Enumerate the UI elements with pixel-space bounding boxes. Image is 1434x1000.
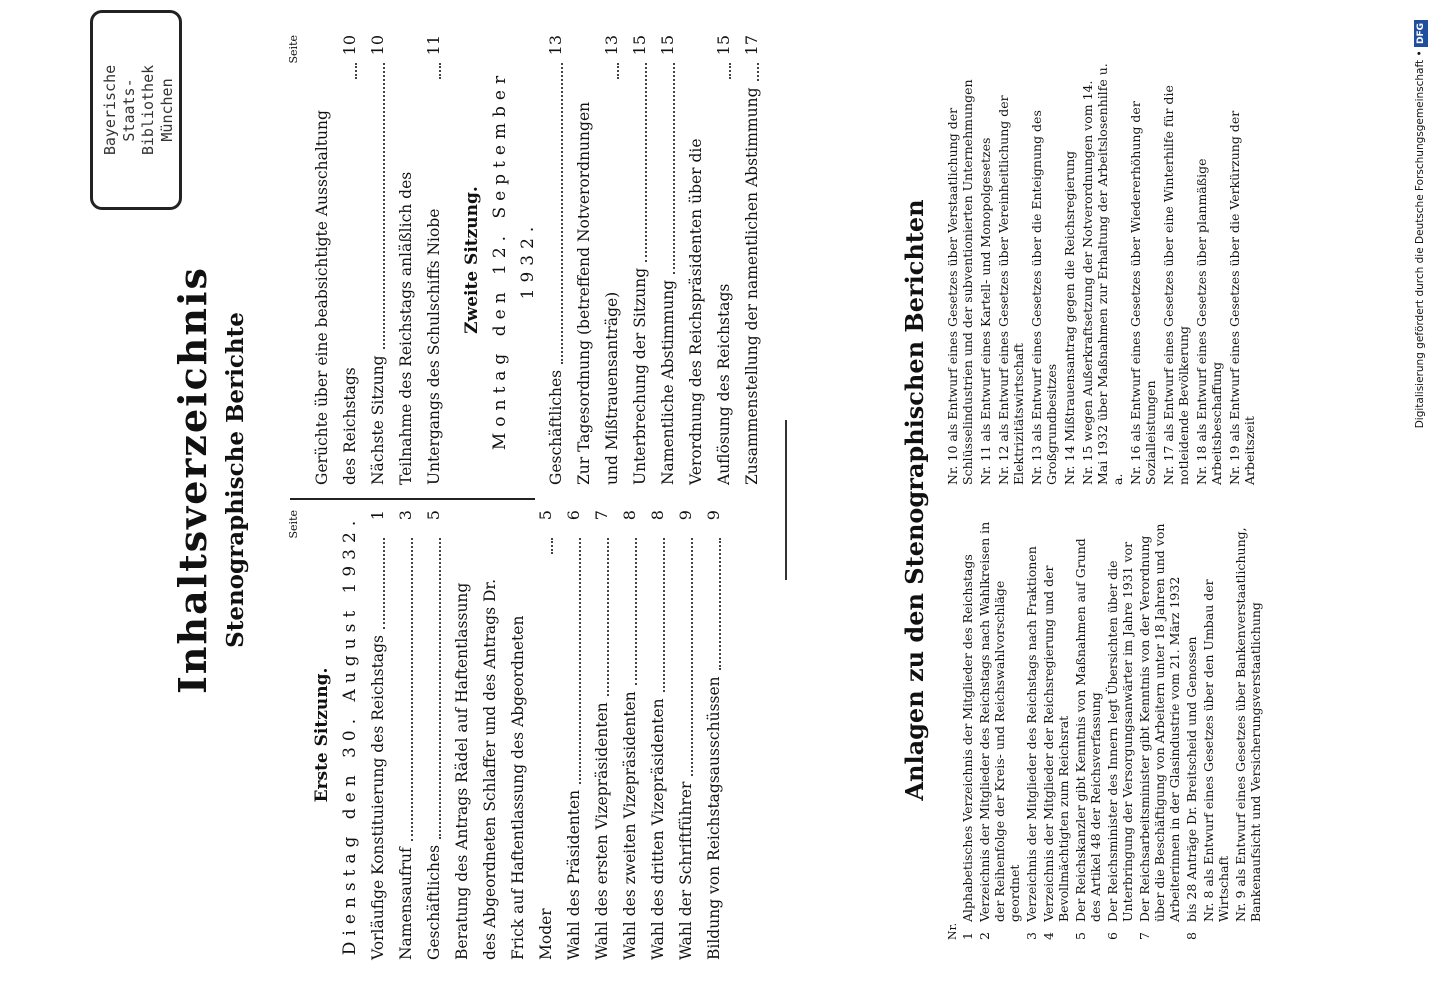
toc-right-column — [280, 35, 766, 485]
anlage-item — [960, 520, 975, 940]
anlage-number: 3 — [1024, 932, 1039, 940]
toc-row-label: Nächste Sitzung — [369, 355, 387, 485]
anlage-number: 7 — [1137, 932, 1152, 940]
toc-leader-dots — [691, 538, 693, 776]
toc-row-label: Geschäftliches — [547, 369, 565, 485]
toc-row — [588, 510, 616, 960]
toc-leader-dots — [383, 63, 385, 349]
toc-leader-dots — [439, 538, 441, 839]
anlage-subitem: Nr. 17 als Entwurf eines Gesetzes über eine Winterhilfe für die notleidende Bevölkerung — [1161, 85, 1191, 485]
anlagen-title: Anlagen zu den Stenographischen Berichten — [900, 199, 929, 801]
toc-leader-dots — [757, 63, 759, 81]
toc-leader-dots — [617, 63, 619, 79]
toc-row — [448, 510, 560, 960]
toc-left-column — [280, 510, 728, 960]
dfg-logo: DFG — [1414, 20, 1428, 47]
anlage-subitem: Nr. 18 als Entwurf eines Gesetzes über planmäßige Arbeitsbeschaffung — [1194, 158, 1224, 485]
session-2-rows — [542, 35, 766, 485]
session-1-cont-rows — [308, 35, 448, 485]
toc-row-page: 15 — [658, 35, 677, 56]
toc-row-page: 3 — [396, 510, 415, 521]
toc-row-page: 1 — [368, 510, 387, 521]
library-stamp: Bayerische Staats- Bibliothek München — [90, 10, 182, 210]
toc-row-page: 6 — [564, 510, 583, 521]
anlage-text: Der Reichsminister des Innern legt Übersichten über die Unterbringung der Versorgungsanwärter im Jahre 1931 vor — [1105, 541, 1135, 922]
toc-leader-dots — [355, 63, 357, 79]
footer-strip: Digitalisierung gefördert durch die Deutsche Forschungsgemeinschaft • DFG — [1405, 0, 1434, 1000]
toc-row — [654, 35, 682, 485]
toc-leader-dots — [663, 538, 665, 692]
toc-row-page: 5 — [536, 510, 555, 521]
toc-leader-dots — [383, 538, 385, 629]
toc-row-label: Vorläufige Konstituierung des Reichstags — [369, 635, 387, 960]
anlage-item — [1105, 520, 1135, 940]
anlage-text: Verzeichnis der Mitglieder des Reichstags nach Fraktionen — [1024, 546, 1039, 922]
toc-leader-dots — [645, 63, 647, 262]
toc-row-page: 13 — [546, 35, 565, 56]
toc-leader-dots — [635, 538, 637, 685]
toc-row-page: 15 — [630, 35, 649, 56]
toc-row-page: 13 — [602, 35, 621, 56]
anlage-text: Alphabetisches Verzeichnis der Mitglieder des Reichstags — [960, 554, 975, 922]
anlage-item — [1184, 520, 1199, 940]
toc-row-label: Wahl der Schriftführer — [677, 781, 695, 960]
toc-leader-dots — [551, 538, 553, 554]
toc-row-label: Wahl des Präsidenten — [565, 789, 583, 960]
toc-leader-dots — [439, 63, 441, 79]
anlage-item — [1137, 520, 1182, 940]
toc-row — [672, 510, 700, 960]
toc-row — [364, 510, 392, 960]
session-1-date: Dienstag den 30. August 1932. — [340, 514, 360, 956]
anlage-text: bis 28 Anträge Dr. Breitscheid und Genossen — [1184, 636, 1199, 922]
toc-row-page: 9 — [704, 510, 723, 521]
toc-row-page: 9 — [676, 510, 695, 521]
toc-row — [560, 510, 588, 960]
toc-leader-dots — [719, 538, 721, 670]
anlage-number: 6 — [1105, 932, 1120, 940]
toc-row-label: Bildung von Reichstagsausschüssen — [705, 676, 723, 960]
toc-row — [364, 35, 392, 485]
seite-label-right: Seite — [287, 35, 300, 64]
toc-row — [700, 510, 728, 960]
toc-row-label: Zusammenstellung der namentlichen Abstimmung — [743, 87, 761, 485]
anlage-subitem: Nr. 11 als Entwurf eines Kartell- und Monopolgesetzes — [978, 137, 993, 485]
toc-row — [392, 510, 420, 960]
toc-row — [616, 510, 644, 960]
anlage-number: 4 — [1041, 932, 1056, 940]
session-2-heading: Zweite Sitzung. — [462, 186, 482, 334]
toc-row — [308, 35, 364, 485]
toc-row-page: 7 — [592, 510, 611, 521]
anlage-text: Verzeichnis der Mitglieder der Reichsregierung und der Bevollmächtigten zum Reichsrat — [1041, 565, 1071, 922]
anlage-item — [1041, 520, 1071, 940]
toc-row — [644, 510, 672, 960]
toc-row-label: Teilnahme des Reichstags anläßlich des Untergangs des Schulschiffs Niobe — [397, 171, 443, 485]
seite-label: Seite — [287, 510, 300, 539]
anlage-text: Der Reichsarbeitsminister gibt Kenntnis von der Verordnung über die Beschäftigung von Arbeitern unter 18 Jahren und von Arbeiterinnen in der Glasindustrie vom 21. März 1932 — [1137, 523, 1182, 922]
anlage-subitem: Nr. 12 als Entwurf eines Gesetzes über Vereinheitlichung der Elektrizitätswirtschaft — [996, 95, 1026, 485]
toc-row-label: Unterbrechung der Sitzung — [631, 267, 649, 485]
toc-row-label: Verordnung des Reichspräsidenten über die Auflösung des Reichstags — [687, 138, 733, 485]
anlage-subitem: Nr. 14 Mißtrauensantrag gegen die Reichsregierung — [1062, 150, 1077, 485]
footer-text: Digitalisierung gefördert durch die Deutsche Forschungsgemeinschaft — [1414, 59, 1426, 429]
toc-leader-dots — [607, 538, 609, 696]
toc-row — [682, 35, 738, 485]
toc-row — [738, 35, 766, 485]
anlage-item — [1073, 520, 1103, 940]
toc-row-label: Gerüchte über eine beabsichtigte Ausschaltung des Reichstags — [313, 110, 359, 485]
toc-leader-dots — [673, 63, 675, 274]
session-1-rows — [364, 510, 728, 960]
toc-row — [626, 35, 654, 485]
toc-row-page: 15 — [714, 35, 733, 56]
anlage-subitem: Nr. 13 als Entwurf eines Gesetzes über die Enteignung des Großgrundbesitzes — [1029, 110, 1059, 485]
toc-row-label: Geschäftliches — [425, 844, 443, 960]
toc-row — [392, 35, 448, 485]
toc-leader-dots — [411, 538, 413, 841]
anlagen-left-column — [945, 520, 1265, 940]
anlage-item — [1024, 520, 1039, 940]
toc-row — [542, 35, 570, 485]
anlage-number: 2 — [977, 932, 992, 940]
toc-row-label: Beratung des Antrags Rädel auf Haftentlassung des Abgeordneten Schlaffer und des Antrags Dr. Frick auf Haftentlassung des Abgeordneten Moder — [453, 578, 555, 960]
toc-row-label: Wahl des zweiten Vizepräsidenten — [621, 691, 639, 960]
anlagen-right-column — [945, 55, 1260, 485]
page-subtitle: Stenographische Berichte — [222, 312, 249, 648]
toc-leader-dots — [561, 63, 563, 364]
session-2-date: Montag den 12. September 1932. — [490, 69, 538, 451]
toc-row-label: Namentliche Abstimmung — [659, 279, 677, 485]
anlage-item — [977, 520, 1022, 940]
toc-row-label: Namensaufruf — [397, 847, 415, 960]
anlage-subitem: Nr. 19 als Entwurf eines Gesetzes über die Verkürzung der Arbeitszeit — [1227, 110, 1257, 485]
toc-row-label: Wahl des dritten Vizepräsidenten — [649, 698, 667, 960]
anlage-number: 5 — [1073, 932, 1088, 940]
toc-row-page: 11 — [424, 35, 443, 56]
toc-row-page: 8 — [620, 510, 639, 521]
anlage-number: 1 — [960, 932, 975, 940]
toc-row-label: Zur Tagesordnung (betreffend Notverordnungen und Mißtrauensanträge) — [575, 101, 621, 485]
toc-row-page: 10 — [368, 35, 387, 56]
column-divider — [290, 498, 535, 500]
toc-row-page: 10 — [340, 35, 359, 56]
page-title: Inhaltsverzeichnis — [170, 266, 215, 694]
anlage-subitem: Nr. 8 als Entwurf eines Gesetzes über den Umbau der Wirtschaft — [1201, 579, 1231, 922]
anlage-subitem: Nr. 9 als Entwurf eines Gesetzes über Bankenverstaatlichung, Bankenaufsicht und Versicherungsverstaatlichung — [1233, 527, 1263, 922]
toc-row-page: 17 — [742, 35, 761, 56]
toc-row-page: 8 — [648, 510, 667, 521]
anlage-subitem: Nr. 16 als Entwurf eines Gesetzes über Wiedererhöhung der Sozialleistungen — [1128, 101, 1158, 485]
toc-row-page: 5 — [424, 510, 443, 521]
toc-row — [570, 35, 626, 485]
session-1-heading: Erste Sitzung. — [312, 667, 332, 803]
toc-row-label: Wahl des ersten Vizepräsidenten — [593, 702, 611, 960]
anlage-subitem: Nr. 15 wegen Außerkraftsetzung der Notverordnungen vom 14. Mai 1932 über Maßnahmen zur Erhaltung der Arbeitslosenhilfe u. a. — [1080, 63, 1125, 485]
toc-row — [420, 510, 448, 960]
anlage-subitem: Nr. 10 als Entwurf eines Gesetzes über Verstaatlichung der Schlüsselindustrien und der subventionierten Unternehmungen — [945, 79, 975, 485]
anlage-number: 8 — [1184, 932, 1199, 940]
horizontal-rule — [785, 420, 787, 580]
toc-leader-dots — [729, 63, 731, 79]
toc-leader-dots — [579, 538, 581, 784]
anlage-text: Verzeichnis der Mitglieder des Reichstags nach Wahlkreisen in der Reihenfolge der Kreis- und Reichswahlvorschläge geordnet — [977, 521, 1022, 922]
nr-label: Nr. — [946, 922, 959, 940]
anlage-text: Der Reichskanzler gibt Kenntnis von Maßnahmen auf Grund des Artikel 48 der Reichsverfassung — [1073, 538, 1103, 922]
